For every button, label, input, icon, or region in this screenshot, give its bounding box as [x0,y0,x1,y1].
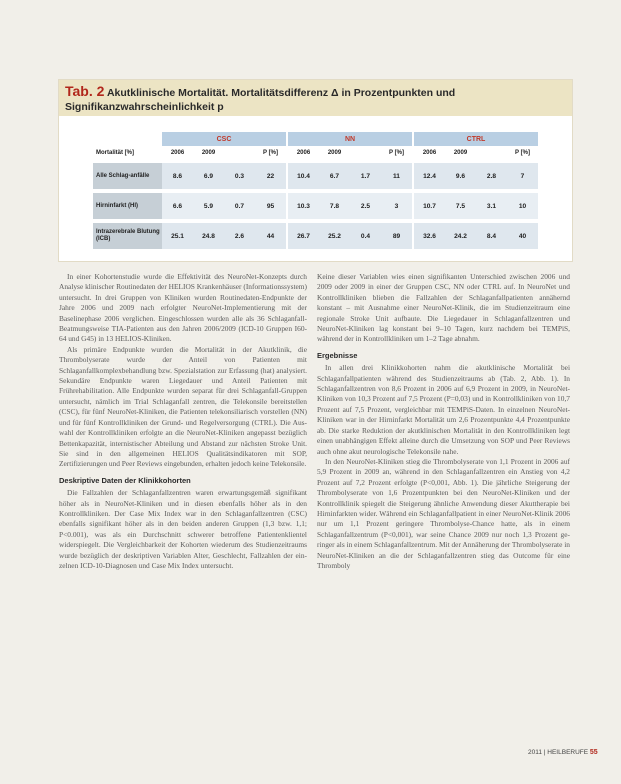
table-cell: 3.1 [476,193,507,219]
table-cell: 7.8 [319,193,350,219]
table-cell: 24.2 [445,223,476,249]
paragraph: Als primäre Endpunkte wurden die Mortalität in der Akutklinik, die Thrombolyserate wurde der Anteil von Patienten mit Schlaganfallkomplexbehandlung bzw. Spezialstation zur Erfassung (hat) analysiert. Sekundäre Endpunkte waren Liegedauer und Anteil Patienten mit Frührehabilitation. Alle Endpunkte wurden separat für drei Schlaganfall-Gruppen untersucht, nämlich im Trial Schlaganfall zentren, die Telekonsile bereitstellen (CSC), für fünf NeuroNet-Kliniken, die Patienten telekonsiliarisch vorstellen (NN) und für fünf Kontrollkliniken der Grund- und Regelversorgung (CTRL). Die Auswahl der Kontrollkliniken erfolgte an die NeuroNet-Kliniken angepasst bezüglich Bettenkapazität, internistischer Abteilung und Abstand zur nächsten Stroke Unit. Sie sind in den allgemeinen HELIOS Qualitätsindikatoren mit SOP, Zertifizierungen und Peer Reviews eingebunden, erhalten jedoch keine Telekonsile. [59,344,307,469]
table-cell: 24.8 [193,223,224,249]
table-cell: 10.4 [287,163,319,189]
paragraph: In einer Kohortenstudie wurde die Effektivität des NeuroNet-Konzepts durch Analyse klinischer Routinedaten der HELIOS Krankenhäuser (Informationssystem) untersucht. In drei Gruppen von Kliniken wurden Routinedaten-Endpunkte der Jahre 2006 und 2009 nach erfolgter NeuroNet-Implementierung mit der Baselinephase 2006 verglichen. Eingeschlossen wurden alle als 36 Schlaganfall-Beatmungsweise TIA-Patienten aus den Jahren 2006/2009 (ICD-10 Gruppen I60-64 und G45) in 13 HELIOS-Kliniken. [59,272,307,344]
page-number: 55 [589,749,598,756]
table-cell: 22 [255,163,287,189]
table-cell: 7.5 [445,193,476,219]
table-cell: 0.7 [224,193,255,219]
table-caption [65,84,565,114]
paragraph: Keine dieser Variablen wies einen signifikanten Unterschied zwischen 2006 und 2009 oder 2009 in einer der Gruppen CSC, NN oder CTRL auf. In NeuroNet und Kontrollkliniken blieben die Fallzahlen der Schlaganfallpatienten annähernd konstant – mit Ausnahme einer NeuroNet-Klinik, die im Studienzeitraum eine regionale Stroke Unit aufbaute. Die Liegedauer in Schlaganfallzentren und NeuroNet-Kliniken lag konstant bei 9–10 Tagen, kurz nachdem bei TEMPiS, während der in Kontrollkliniken um 1–2 Tage abnahm. [317,272,570,344]
table-cell: 32.6 [413,223,445,249]
table-cell: 10.7 [413,193,445,219]
table-cell: 6.9 [193,163,224,189]
table-cell: 9.6 [445,163,476,189]
table-number: Tab. 2 [65,83,105,99]
table-cell: 7 [507,163,539,189]
table-cell: 10 [507,193,539,219]
header-cell [350,146,381,160]
table-cell: 3 [381,193,413,219]
table-cell: 89 [381,223,413,249]
header-cell: P [%] [255,146,287,160]
table-cell: 2.8 [476,163,507,189]
header-cell: P [%] [507,146,539,160]
group-ctrl: CTRL [413,132,539,146]
table-cell: 8.4 [476,223,507,249]
table-cell: 12.4 [413,163,445,189]
group-nn: NN [287,132,413,146]
paragraph: Die Fallzahlen der Schlaganfallzentren waren erwartungsgemäß signifikant höher als in NeuroNet-Kliniken und in diesen ebenfalls höher als in den Kontrollkliniken. Der Case Mix Index war in den Schlaganfallzentren (CSC) ebenfalls signifikant höher als in den beiden anderen Gruppen (1,3 bzw. 1,1; P<0.001), was als ein Durchschnitt schwerer betroffene Patientenklientel widerspiegelt. Die Vergleichbarkeit der Kohorten wiederum des Studienzeitraums wurde bezüglich der deskriptiven Variablen Alter, Geschlecht, Fallzahlen der einzelnen ICD-10-Diagnosen und Case Mix Index untersucht. [59,488,307,570]
table-cell: 2.6 [224,223,255,249]
table-cell: 95 [255,193,287,219]
page-footer [528,749,598,756]
section-heading: Deskriptive Daten der Klinikkohorten [59,475,191,485]
paragraph: In allen drei Klinikkohorten nahm die akutklinische Mortalität bei Schlaganfallpatienten während des Studienzeitraums ab (Tab. 2, Abb. 1). In Schlaganfallzentren von 8,6 Prozent in 2006 auf 6,9 Prozent in 2009, in NeuroNet-Kliniken von 10,3 Prozent auf 7,5 Prozent (P=0,03) und in Kontrollkliniken von 10,7 Prozent auf 7,5 Prozent, vergleichbar mit TEMPiS-Daten. In einzelnen NeuroNet-Kliniken war in der Hirninfarkt Mortalität um 2,6 Prozentpunkte 4,4 Prozentpunkte ab. Die starke Reduktion der akutklinischen Mortalität in den Kontrollkliniken legt einen unabhängigen Effekt alleine durch die Umsetzung von SOP und Peer Reviews auch ohne akut neurologische Telekonsile nahe. [317,363,570,456]
header-cell [476,146,507,160]
table-cell: 40 [507,223,539,249]
table-cell: 0.4 [350,223,381,249]
header-cell: 2009 [327,150,342,156]
mortality-table [93,132,540,249]
table-title: Akutklinische Mortalität. Mortalitätsdifferenz Δ in Prozentpunkten und Signifikanzwahrscheinlichkeit p [65,87,456,113]
table-cell: 1.7 [350,163,381,189]
table-cell: 0.3 [224,163,255,189]
paragraph: In den NeuroNet-Kliniken stieg die Thrombolyserate von 1,1 Prozent in 2006 auf 5,9 Prozent in 2009 an, während in den Schlaganfallzentren ein Anstieg von 4,2 Prozent auf 7,2 Prozent erfolgte (P<0,001, Abb. 1). Die jährliche Steigerung der Thrombolyserate von 1,6 Prozentpunkten bei den NeuroNet-Kliniken und der Kontrollklinik spiegelt die Steigerung ähnliche Anwendung dieser Akuttherapie bei Hirninfarkten wider. Während ein Schlaganfallpatient in einer NeuroNet-Klinik 2006 nur um 1,1 Prozent geringere Thrombolyse-Chance hatte, als in einem Schlaganfallzentrum (P<0,001), war seine Chance 2009 nur noch 1,3 Prozent geringer als in einem Schlaganfallzentrum. Mit der Annäherung der Thrombolyserate in NeuroNet-Kliniken an die der Schlaganfallzentren stieg das Outcome für eine Thromboly [317,456,570,570]
table-cell: 44 [255,223,287,249]
header-row [93,146,539,160]
header-cell: 2009 [201,150,216,156]
section-heading: Ergebnisse [317,350,358,360]
table-cell: 25.1 [162,223,193,249]
header-cell: 2006 [422,150,437,156]
table-header [59,80,572,116]
header-cell: 2006 [170,150,185,156]
row-label: Intrazerebrale Blutung (ICB) [93,223,162,249]
group-csc: CSC [162,132,287,146]
table-cell: 6.7 [319,163,350,189]
table-box [58,79,573,262]
left-column [59,272,307,571]
table-row [93,163,539,189]
header-cell: P [%] [381,146,413,160]
footer-text: 2011 | HEILBERUFE [528,749,589,756]
row-label: Alle Schlag-anfälle [93,163,162,189]
right-column [317,272,570,571]
header-cell [224,146,255,160]
header-cell: 2009 [453,150,468,156]
table-cell: 25.2 [319,223,350,249]
table-cell: 2.5 [350,193,381,219]
group-row [93,132,539,146]
table-cell: 26.7 [287,223,319,249]
row-label: Hirninfarkt (HI) [93,193,162,219]
table-row [93,193,539,219]
table-cell: 5.9 [193,193,224,219]
table-cell: 8.6 [162,163,193,189]
header-cell: 2006 [296,150,311,156]
table-cell: 11 [381,163,413,189]
header-cell: Mortalität [%] [96,150,134,156]
table-cell: 6.6 [162,193,193,219]
table-cell: 10.3 [287,193,319,219]
table-row [93,223,539,249]
